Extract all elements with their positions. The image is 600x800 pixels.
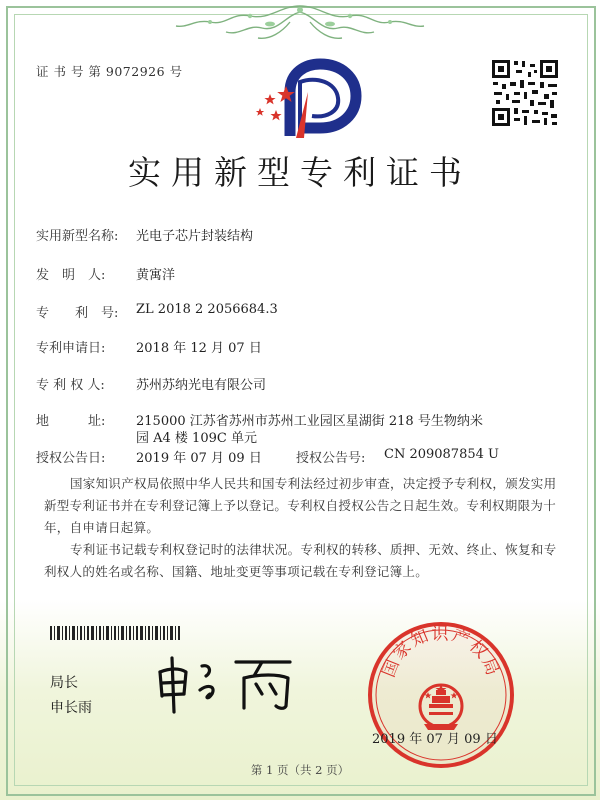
certificate-title: 实用新型专利证书 bbox=[128, 153, 472, 192]
announce-date-value: 2019 年 07 月 09 日 bbox=[136, 451, 262, 466]
address-line1: 215000 江苏省苏州市苏州工业园区星湖街 218 号生物纳米 bbox=[136, 414, 483, 429]
inventor-value: 黄寓洋 bbox=[136, 268, 176, 283]
address-label: 地 址: bbox=[36, 414, 106, 429]
barcode-icon bbox=[50, 626, 180, 640]
registry-paragraph: 专利证书记载专利权登记时的法律状况。专利权的转移、质押、无效、终止、恢复和专利权人的姓名或名称、国籍、地址变更等事项记载在专利登记簿上。 bbox=[44, 542, 557, 579]
director-name: 申长雨 bbox=[50, 700, 92, 716]
certificate-number bbox=[36, 62, 183, 80]
announce-date-label: 授权公告日: bbox=[36, 451, 106, 466]
patent-no-label: 专 利 号: bbox=[36, 306, 119, 321]
apply-date-value: 2018 年 12 月 07 日 bbox=[136, 341, 262, 356]
official-seal-icon bbox=[366, 620, 516, 770]
cert-no-value: 9072926 bbox=[105, 64, 166, 79]
top-ornament bbox=[170, 2, 430, 48]
name-value: 光电子芯片封装结构 bbox=[136, 229, 254, 244]
cnipa-logo-icon bbox=[246, 52, 362, 140]
seal-date: 2019 年 07 月 09 日 bbox=[372, 732, 498, 747]
holder-value: 苏州苏纳光电有限公司 bbox=[136, 378, 267, 393]
inventor-label: 发 明 人: bbox=[36, 268, 106, 283]
apply-date-label: 专利申请日: bbox=[36, 341, 106, 356]
cert-no-label: 证 书 号 第 bbox=[36, 64, 102, 79]
announce-no-value: CN 209087854 U bbox=[384, 447, 499, 462]
grant-paragraph: 国家知识产权局依照中华人民共和国专利法经过初步审查，决定授予专利权，颁发实用新型专利证书并在专利登记簿上予以登记。专利权自授权公告之日起生效。专利权期限为十年，自申请日起算。 bbox=[44, 476, 557, 535]
announce-no-label: 授权公告号: bbox=[296, 451, 366, 466]
cert-no-suffix: 号 bbox=[169, 64, 183, 79]
holder-label: 专 利 权 人: bbox=[36, 378, 105, 393]
director-title: 局长 bbox=[50, 675, 78, 691]
seal-text: 国家知识产权局 bbox=[378, 624, 504, 681]
address-line2: 园 A4 楼 109C 单元 bbox=[136, 431, 257, 446]
qr-code-icon bbox=[490, 58, 560, 128]
name-label: 实用新型名称: bbox=[36, 229, 119, 244]
patent-no-value: ZL 2018 2 2056684.3 bbox=[136, 302, 278, 317]
handwritten-signature bbox=[150, 650, 300, 714]
page-footer: 第 1 页（共 2 页） bbox=[250, 763, 350, 777]
